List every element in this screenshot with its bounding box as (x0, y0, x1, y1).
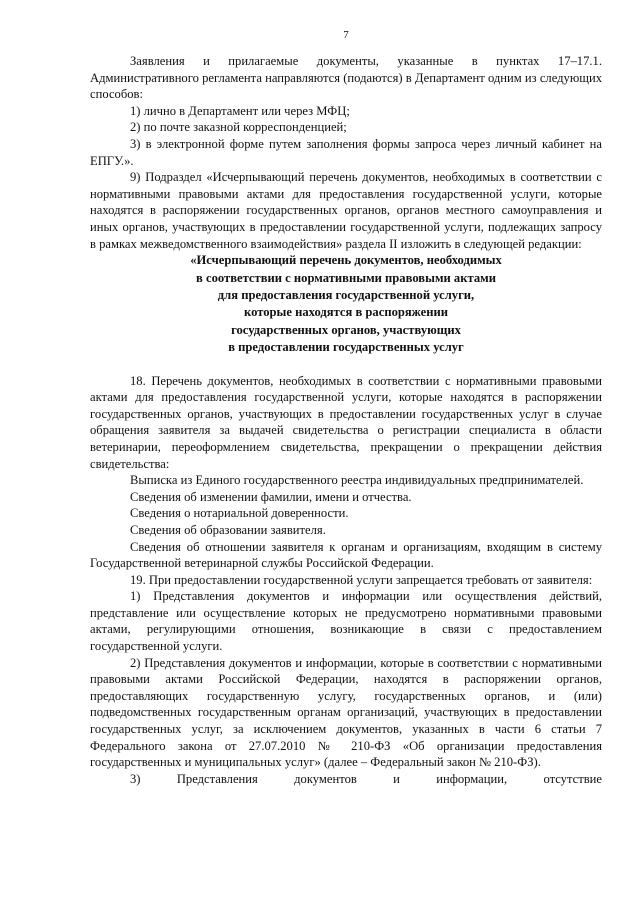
list-item-in-person: 1) лично в Департамент или через МФЦ; (130, 103, 350, 118)
heading-line: в предоставлении государственных услуг (228, 340, 464, 355)
heading-line: государственных органов, участвующих (231, 322, 461, 337)
paragraph-item-19: 19. При предоставлении государственной услуги запрещается требовать от заявителя: (130, 572, 593, 587)
heading-line: в соответствии с нормативными правовыми актами (196, 270, 496, 285)
paragraph-item-18: 18. Перечень документов, необходимых в соответствии с нормативными правовыми актами для предоставления государственной услуги, которые находятся в распоряжении государственных органов, участвующих в предоставлении государственных услуг в случае обращения заявителя за выдачей свидетельства о регистрации специалиста в области ветеринарии, переоформлением свидетельства, прекращении о прекращении действия свидетельства: (90, 373, 602, 471)
list-item-education: Сведения об образовании заявителя. (130, 522, 326, 537)
section-heading (90, 252, 602, 356)
list-item-by-mail: 2) по почте заказной корреспонденцией; (130, 120, 347, 135)
list-item-name-change: Сведения об изменении фамилии, имени и отчества. (130, 489, 412, 504)
page-number: 7 (343, 29, 349, 41)
heading-line: которые находятся в распоряжении (243, 305, 449, 320)
paragraph-submission-methods: Заявления и прилагаемые документы, указанные в пунктах 17–17.1. Административного регламента направляются (подаются) в Департамент одним из следующих способов: (90, 54, 602, 102)
list-item-19-2: 2) Представления документов и информации, которые в соответствии с нормативными правовыми актами Российской Федерации, находятся в распоряжении органов, предоставляющих государственную услугу, государственных органов, и (или) подведомственных государственным органам организаций, участвующих в предоставлении государственных услуг, за исключением документов, указанных в части 6 статьи 7 Федерального закона от 27.07.2010 № 210-ФЗ «Об организации предоставления государственных и муниципальных услуг» (далее – Федеральный закон № 210-ФЗ). (90, 655, 602, 770)
list-item-19-3: 3) Представления документов и информации, отсутствие (130, 771, 602, 786)
paragraph-subsection-amendment: 9) Подраздел «Исчерпывающий перечень документов, необходимых в соответствии с нормативными правовыми актами для предоставления государственной услуги, которые находятся в распоряжении государственных органов, органов местного самоуправления и иных органов, участвующих в предоставлении государственной услуги, подлежащих запросу в рамках межведомственного взаимодействия» раздела II изложить в следующей редакции: (90, 170, 602, 251)
document-page (90, 28, 602, 787)
heading-line: «Исчерпывающий перечень документов, необходимых (190, 253, 502, 268)
heading-line: для предоставления государственной услуги, (217, 287, 475, 302)
list-item-extract-egrip: Выписка из Единого государственного реестра индивидуальных предпринимателей. (130, 473, 584, 488)
list-item-notary: Сведения о нотариальной доверенности. (130, 506, 349, 521)
list-item-19-1: 1) Представления документов и информации или осуществления действий, представление или осуществление которых не предусмотрено нормативными правовыми актами, регулирующими отношения, возникающие в связи с предоставлением государственной услуги. (90, 589, 602, 654)
list-item-vet-service: Сведения об отношении заявителя к органам и организациям, входящим в систему Государственной ветеринарной службы Российской Федерации. (90, 539, 602, 571)
list-item-electronic: 3) в электронной форме путем заполнения формы запроса через личный кабинет на ЕПГУ.». (90, 136, 602, 168)
